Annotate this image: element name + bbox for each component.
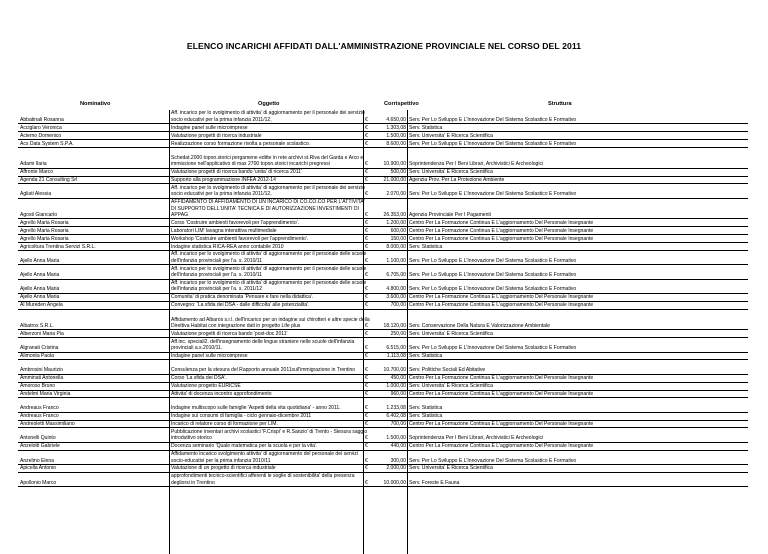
cell-currency: € — [365, 124, 368, 131]
cell-struttura: Centro Per La Formazione Continua E L'aggiornamento Del Personale Insegnante — [409, 219, 594, 226]
cell-nominativo: Anzelmo Elena — [20, 457, 54, 464]
cell-struttura: Serv. Statistica — [409, 243, 443, 250]
cell-currency: € — [365, 479, 368, 486]
cell-currency: € — [365, 219, 368, 226]
cell-struttura: Centro Per La Formazione Continua E L'aggiornamento Del Personale Insegnante — [409, 421, 594, 428]
cell-struttura: Serv. Statistica — [409, 124, 443, 131]
cell-struttura: Serv. Per Lo Sviluppo E L'Innovazione Del Sistema Scolastico E Formativo — [409, 457, 577, 464]
cell-struttura: Serv. Politiche Sociali Ed Abitative — [409, 367, 486, 374]
cell-oggetto: Aff. incarico per lo svolgimento di attivita' di aggiornamento per il personale dei servizio socio educativi per la prima infanzia 2011/12, — [171, 184, 365, 198]
cell-oggetto: Aff. incarico per lo svolgimento di attivita' di aggiornamento per il personale delle scuole dell'infanzia provinciali per l'a. s. 2011/12 — [171, 280, 367, 293]
cell-importo: 300,00 — [390, 457, 406, 464]
cell-currency: € — [365, 375, 368, 382]
cell-importo: 3.600,00 — [386, 294, 406, 301]
cell-struttura: Serv. Per Lo Sviluppo E L'Innovazione Del Sistema Scolastico E Formativo — [409, 345, 577, 352]
table-row — [18, 330, 748, 338]
cell-oggetto: Comunita' di pratica denominata 'Pensare e fare nella didattica'. — [171, 294, 314, 301]
cell-struttura: Agenzia Provinciale Per I Pagamenti — [409, 212, 491, 219]
cell-oggetto: Valutazione progetti di ricerca bando 'post-doc 2011' — [171, 330, 288, 337]
cell-currency: € — [365, 140, 368, 147]
cell-oggetto: Affidamento incarico svolgimento attivita' di aggiornamento del personale dei servizi socio-educativi per la prima infanzia 2010/11 — [171, 451, 358, 464]
cell-nominativo: Agrello Maria Rosaria — [20, 219, 69, 226]
cell-struttura: Serv. Per Lo Sviluppo E L'Innovazione Del Sistema Scolastico E Formativo — [409, 257, 577, 264]
cell-struttura: Centro Per La Formazione Continua E L'aggiornamento Del Personale Insegnante — [409, 375, 594, 382]
cell-nominativo: Andreaus Franco — [20, 405, 59, 412]
table-row — [18, 148, 748, 169]
cell-nominativo: Agrello Maria Rosaria — [20, 227, 69, 234]
header-corrispettivo: Corrispettivo — [384, 101, 419, 107]
cell-oggetto: Indagine statistica RICA-REA anno contabile 2010 — [171, 243, 284, 250]
table-row — [18, 428, 748, 442]
cell-nominativo: Agrello Maria Rosaria — [20, 235, 69, 242]
cell-oggetto: Corso 'Costruire ambienti favorevoli per l'apprendimento'. — [171, 219, 300, 226]
cell-oggetto: Valutazione di un progetto di ricerca industriale — [171, 465, 276, 472]
cell-struttura: Serv. Universita' E Ricerca Scientifica — [409, 330, 493, 337]
cell-oggetto: Affidamento ad Albaros s.r.l. dell'incarico per un indagine sui chirotteri e altre specie della Direttiva Habitat con integrazione dati in progetto Life plus — [171, 316, 370, 329]
cell-currency: € — [365, 390, 368, 397]
cell-importo: 1.500,00 — [386, 132, 406, 139]
cell-struttura: Centro Per La Formazione Continua E L'aggiornamento Del Personale Insegnante — [409, 227, 594, 234]
cell-struttura: Centro Per La Formazione Continua E L'aggiornamento Del Personale Insegnante — [409, 235, 594, 242]
cell-oggetto: Valutazione progetti di ricerca industriale — [171, 132, 262, 139]
cell-nominativo: Agliati Alessia — [20, 191, 52, 198]
cell-struttura: Centro Per La Formazione Continua E L'aggiornamento Del Personale Insegnante — [409, 294, 594, 301]
cell-importo: 250,00 — [390, 330, 406, 337]
cell-struttura: Serv. Foreste E Fauna — [409, 479, 460, 486]
cell-oggetto: Supporto alla programmazione INFEA 2012-14 — [171, 177, 276, 184]
cell-oggetto: Indagine multiscopo sulle famiglie 'Aspetti della vita quotidiana' - anno 2011. — [171, 405, 341, 412]
cell-nominativo: Antonelli Quinto — [20, 435, 56, 442]
cell-importo: 26.353,00 — [383, 212, 406, 219]
cell-struttura: Serv. Per Lo Sviluppo E L'Innovazione Del Sistema Scolastico E Formativo — [409, 272, 577, 279]
table-row — [18, 360, 748, 374]
cell-oggetto: AFFIDAMENTO DI AFFIDAMENTO DI UN INCARICO DI CO.CO.CO PER L'ATTIVITA' DI SUPPORTO DELL'UNITA' TECNICA E DI AUTORIZZAZIONE INVESTIMENTI DI APPAG — [171, 199, 365, 219]
cell-currency: € — [365, 465, 368, 472]
cell-currency: € — [365, 257, 368, 264]
table-row — [18, 184, 748, 198]
table-row — [18, 169, 748, 177]
table-row — [18, 353, 748, 361]
cell-importo: 1.303,08 — [386, 124, 406, 131]
table-row — [18, 302, 748, 310]
cell-importo: 1.113,08 — [386, 353, 406, 360]
cell-currency: € — [365, 235, 368, 242]
cell-oggetto: Indagine sui consumi di famiglia - ciclo gennaio-dicembre 2011 — [171, 413, 312, 420]
cell-nominativo: Agricoltura Trentina Servizi S.R.L. — [20, 243, 96, 250]
cell-currency: € — [365, 421, 368, 428]
cell-nominativo: Ajello Anna Maria — [20, 272, 60, 279]
cell-importo: 500,00 — [390, 169, 406, 176]
cell-importo: 1.500,00 — [386, 435, 406, 442]
cell-nominativo: Andreaus Franco — [20, 413, 59, 420]
cell-nominativo: Agosti Giancarlo — [20, 212, 58, 219]
cell-nominativo: Amoroso Bruno — [20, 383, 56, 390]
cell-struttura: Serv. Per Lo Sviluppo E L'Innovazione Del Sistema Scolastico E Formativo — [409, 191, 577, 198]
table-row — [18, 421, 748, 429]
table-row — [18, 227, 748, 235]
cell-struttura: Serv. Per Lo Sviluppo E L'Innovazione Del Sistema Scolastico E Formativo — [409, 286, 577, 293]
cell-oggetto: Aff. incarico per lo svolgimento di attivita' di aggiornamento per il personale delle scuole dell'infanzia provinciali per l'a. s. 2010/11 — [171, 265, 367, 279]
cell-importo: 960,00 — [390, 390, 406, 397]
table-row — [18, 243, 748, 251]
cell-struttura: Centro Per La Formazione Continua E L'aggiornamento Del Personale Insegnante — [409, 443, 594, 450]
cell-importo: 6.705,00 — [386, 272, 406, 279]
cell-importo: 4.800,00 — [386, 286, 406, 293]
table-row — [18, 465, 748, 473]
cell-oggetto: Laboratori LIM' lavagna interattiva multimediale — [171, 227, 277, 234]
cell-importo: 1.200,00 — [386, 219, 406, 226]
table-row — [18, 124, 748, 132]
cell-struttura: Serv. Statistica — [409, 405, 443, 412]
cell-currency: € — [365, 435, 368, 442]
cell-nominativo: Alberzoni Maria Pia — [20, 330, 64, 337]
cell-nominativo: Albatros S.R.L. — [20, 322, 54, 329]
cell-struttura: Serv. Universita' E Ricerca Scientifica — [409, 169, 493, 176]
cell-importo: 600,00 — [390, 227, 406, 234]
cell-struttura: Soprintendenza Per I Beni Librari, Archivistici E Archeologici — [409, 161, 544, 168]
cell-oggetto: Schedat.2000 topon.storici pergamene editte in rete archivi st.Riva del Garda e Arco e immissione nell'applicativo di max 2700 topon.storici incarichi pregressi — [171, 154, 364, 168]
cell-currency: € — [365, 322, 368, 329]
cell-currency: € — [365, 302, 368, 309]
table-row — [18, 110, 748, 124]
cell-currency: € — [365, 191, 368, 198]
cell-currency: € — [365, 405, 368, 412]
header-nominativo: Nominativo — [80, 101, 111, 107]
table-row — [18, 443, 748, 451]
cell-struttura: Centro Per La Formazione Continua E L'aggiornamento Del Personale Insegnante — [409, 302, 594, 309]
cell-importo: 10.000,00 — [383, 479, 406, 486]
cell-oggetto: Indagine panel sulle microimprese — [171, 124, 248, 131]
table-row — [18, 251, 748, 265]
table-row — [18, 219, 748, 227]
table-row — [18, 140, 748, 148]
cell-oggetto: Consulenza per la stesura del Rapporto annuale 2011sull'immigrazione in Trentino — [171, 367, 356, 374]
cell-nominativo: Alimonta Paola — [20, 353, 54, 360]
cell-currency: € — [365, 294, 368, 301]
table-row — [18, 398, 748, 412]
cell-currency: € — [365, 443, 368, 450]
cell-nominativo: Acierno Domenico — [20, 132, 62, 139]
cell-importo: 10.900,00 — [383, 161, 406, 168]
cell-oggetto: Pubblicazione inventari archivi scolastici 'F.Crispi' e R.Sanzio' di Trento - Stesura saggio introduttivo storico — [171, 428, 368, 442]
cell-nominativo: Adami Ilaria — [20, 161, 47, 168]
cell-importo: 450,00 — [390, 375, 406, 382]
cell-struttura: Serv. Universita' E Ricerca Scientifica — [409, 383, 493, 390]
cell-currency: € — [365, 177, 368, 184]
cell-oggetto: Convegno: 'La sfida dei DSA - dalle difficolta' alle potenzialita'. — [171, 302, 310, 309]
cell-oggetto: Workshop 'Costruire ambienti favorevoli per l'apprendimento'. — [171, 235, 309, 242]
cell-oggetto: Aff.inc. speciali2. dell'insegnamento delle lingue straniere nelle scuole dell'infanzia provinciali a.s.2010/11. — [171, 338, 355, 352]
table-row — [18, 451, 748, 465]
header-oggetto: Oggetto — [258, 101, 280, 107]
cell-struttura: Serv. Conservazione Della Natura E Valorizzazione Ambientale — [409, 322, 550, 329]
table-row — [18, 473, 748, 487]
cell-nominativo: Ajello Anna Maria — [20, 286, 60, 293]
cell-nominativo: Apollonio Marco — [20, 479, 57, 486]
cell-currency: € — [365, 367, 368, 374]
cell-oggetto: Valutazione progetto EURICSE — [171, 383, 241, 390]
table-row — [18, 413, 748, 421]
cell-importo: 18.120,00 — [383, 322, 406, 329]
cell-nominativo: Acciglaro Veronica — [20, 124, 62, 131]
cell-oggetto: Valutazione progetti di ricerca bando 'unita' di ricerca 2011' — [171, 169, 302, 176]
cell-importo: 21.000,00 — [383, 177, 406, 184]
cell-importo: 700,00 — [390, 302, 406, 309]
cell-importo: 2.000,00 — [386, 465, 406, 472]
cell-importo: 6.402,08 — [386, 413, 406, 420]
table-row — [18, 177, 748, 185]
cell-importo: 6.515,00 — [386, 345, 406, 352]
table-row — [18, 310, 748, 331]
cell-struttura: Serv. Statistica — [409, 413, 443, 420]
table-row — [18, 383, 748, 391]
cell-importo: 1.000,00 — [386, 383, 406, 390]
cell-currency: € — [365, 161, 368, 168]
cell-oggetto: Attivita' di docenza incontro approfondimento — [171, 390, 272, 397]
cell-oggetto: Indagine panel sulle microimprese — [171, 353, 248, 360]
cell-importo: 8.600,00 — [386, 140, 406, 147]
cell-nominativo: Abbatinali Rosanna — [20, 116, 64, 123]
cell-nominativo: Algranati Cristina — [20, 345, 59, 352]
cell-oggetto: Aff. incarico per lo svolgimento di attivita' di aggiornamento per il personale dei servizio socio educativi per la prima infanzia 2011/12, — [171, 110, 365, 123]
header-struttura: Struttura — [548, 101, 572, 107]
cell-currency: € — [365, 413, 368, 420]
cell-nominativo: Andreoletti Massimiliano — [20, 421, 75, 428]
cell-nominativo: Agenda 21 Consulting Srl — [20, 177, 78, 184]
table-row — [18, 375, 748, 383]
cell-oggetto: Corso 'La sfida dei DSA'. — [171, 375, 227, 382]
cell-nominativo: Anzelotti Gabriele — [20, 443, 60, 450]
table-row — [18, 132, 748, 140]
cell-importo: 8.000,00 — [386, 243, 406, 250]
cell-struttura: Serv. Per Lo Sviluppo E L'Innovazione Del Sistema Scolastico E Formativo — [409, 140, 577, 147]
table-row — [18, 199, 748, 220]
cell-currency: € — [365, 227, 368, 234]
cell-nominativo: Apicella Antonio — [20, 465, 56, 472]
table-row — [18, 265, 748, 279]
cell-nominativo: Ajello Anna Maria — [20, 294, 60, 301]
cell-oggetto: Incarico di relatore corso di formazione per LIM. — [171, 421, 278, 428]
page-title: ELENCO INCARICHI AFFIDATI DALL'AMMINISTRAZIONE PROVINCIALE NEL CORSO DEL 2011 — [186, 41, 582, 51]
cell-struttura: Soprintendenza Per I Beni Librari, Archivistici E Archeologici — [409, 435, 544, 442]
cell-nominativo: Amminati Antonella — [20, 375, 64, 382]
cell-struttura: Serv. Statistica — [409, 353, 443, 360]
cell-currency: € — [365, 330, 368, 337]
cell-currency: € — [365, 243, 368, 250]
cell-currency: € — [365, 383, 368, 390]
table-row — [18, 280, 748, 294]
cell-struttura: Centro Per La Formazione Continua E L'aggiornamento Del Personale Insegnante — [409, 390, 594, 397]
cell-currency: € — [365, 132, 368, 139]
table-row — [18, 338, 748, 352]
cell-nominativo: Ambrosini Maurizio — [20, 367, 63, 374]
cell-importo: 150,00 — [390, 235, 406, 242]
cell-struttura: Agenzia Prov. Per La Protezione Ambiente — [409, 177, 505, 184]
cell-importo: 1.100,00 — [386, 257, 406, 264]
cell-currency: € — [365, 212, 368, 219]
cell-currency: € — [365, 345, 368, 352]
cell-importo: 700,00 — [390, 421, 406, 428]
cell-importo: 4.650,00 — [386, 116, 406, 123]
table-body — [18, 110, 748, 487]
cell-struttura: Serv. Per Lo Sviluppo E L'Innovazione Del Sistema Scolastico E Formativo — [409, 116, 577, 123]
cell-struttura: Serv. Universita' E Ricerca Scientifica — [409, 465, 493, 472]
cell-currency: € — [365, 272, 368, 279]
cell-nominativo: Andelmi Maria Virginia — [20, 390, 71, 397]
cell-currency: € — [365, 353, 368, 360]
cell-oggetto: Docenza seminario 'Quale matematica per la scuola e per la vita'. — [171, 443, 318, 450]
cell-importo: 1.233,08 — [386, 405, 406, 412]
cell-nominativo: Al Mureden Angela — [20, 302, 63, 309]
cell-oggetto: Realizzazione corso formazione rivolta a personale scolastico. — [171, 140, 311, 147]
cell-oggetto: Aff. incarico per lo svolgimento di attivita' di aggiornamento per il personale delle scuole dell'infanzia provinciali per l'a. s. 2010/11 — [171, 251, 367, 264]
table-row — [18, 294, 748, 302]
cell-nominativo: Affronte Marco — [20, 169, 54, 176]
cell-struttura: Serv. Universita' E Ricerca Scientifica — [409, 132, 493, 139]
cell-nominativo: Acs Data System S.P.A. — [20, 140, 74, 147]
cell-importo: 2.070,00 — [386, 191, 406, 198]
cell-oggetto: approfondimenti tecnico-scientifici afferenti le soglie di sostenibilita' della presenza degliorsi in Trentino — [171, 473, 355, 486]
table-row — [18, 235, 748, 243]
cell-currency: € — [365, 286, 368, 293]
cell-importo: 10.700,00 — [383, 367, 406, 374]
cell-currency: € — [365, 457, 368, 464]
cell-nominativo: Ajello Anna Maria — [20, 257, 60, 264]
cell-currency: € — [365, 116, 368, 123]
cell-currency: € — [365, 169, 368, 176]
cell-importo: 440,00 — [390, 443, 406, 450]
table-row — [18, 391, 748, 399]
